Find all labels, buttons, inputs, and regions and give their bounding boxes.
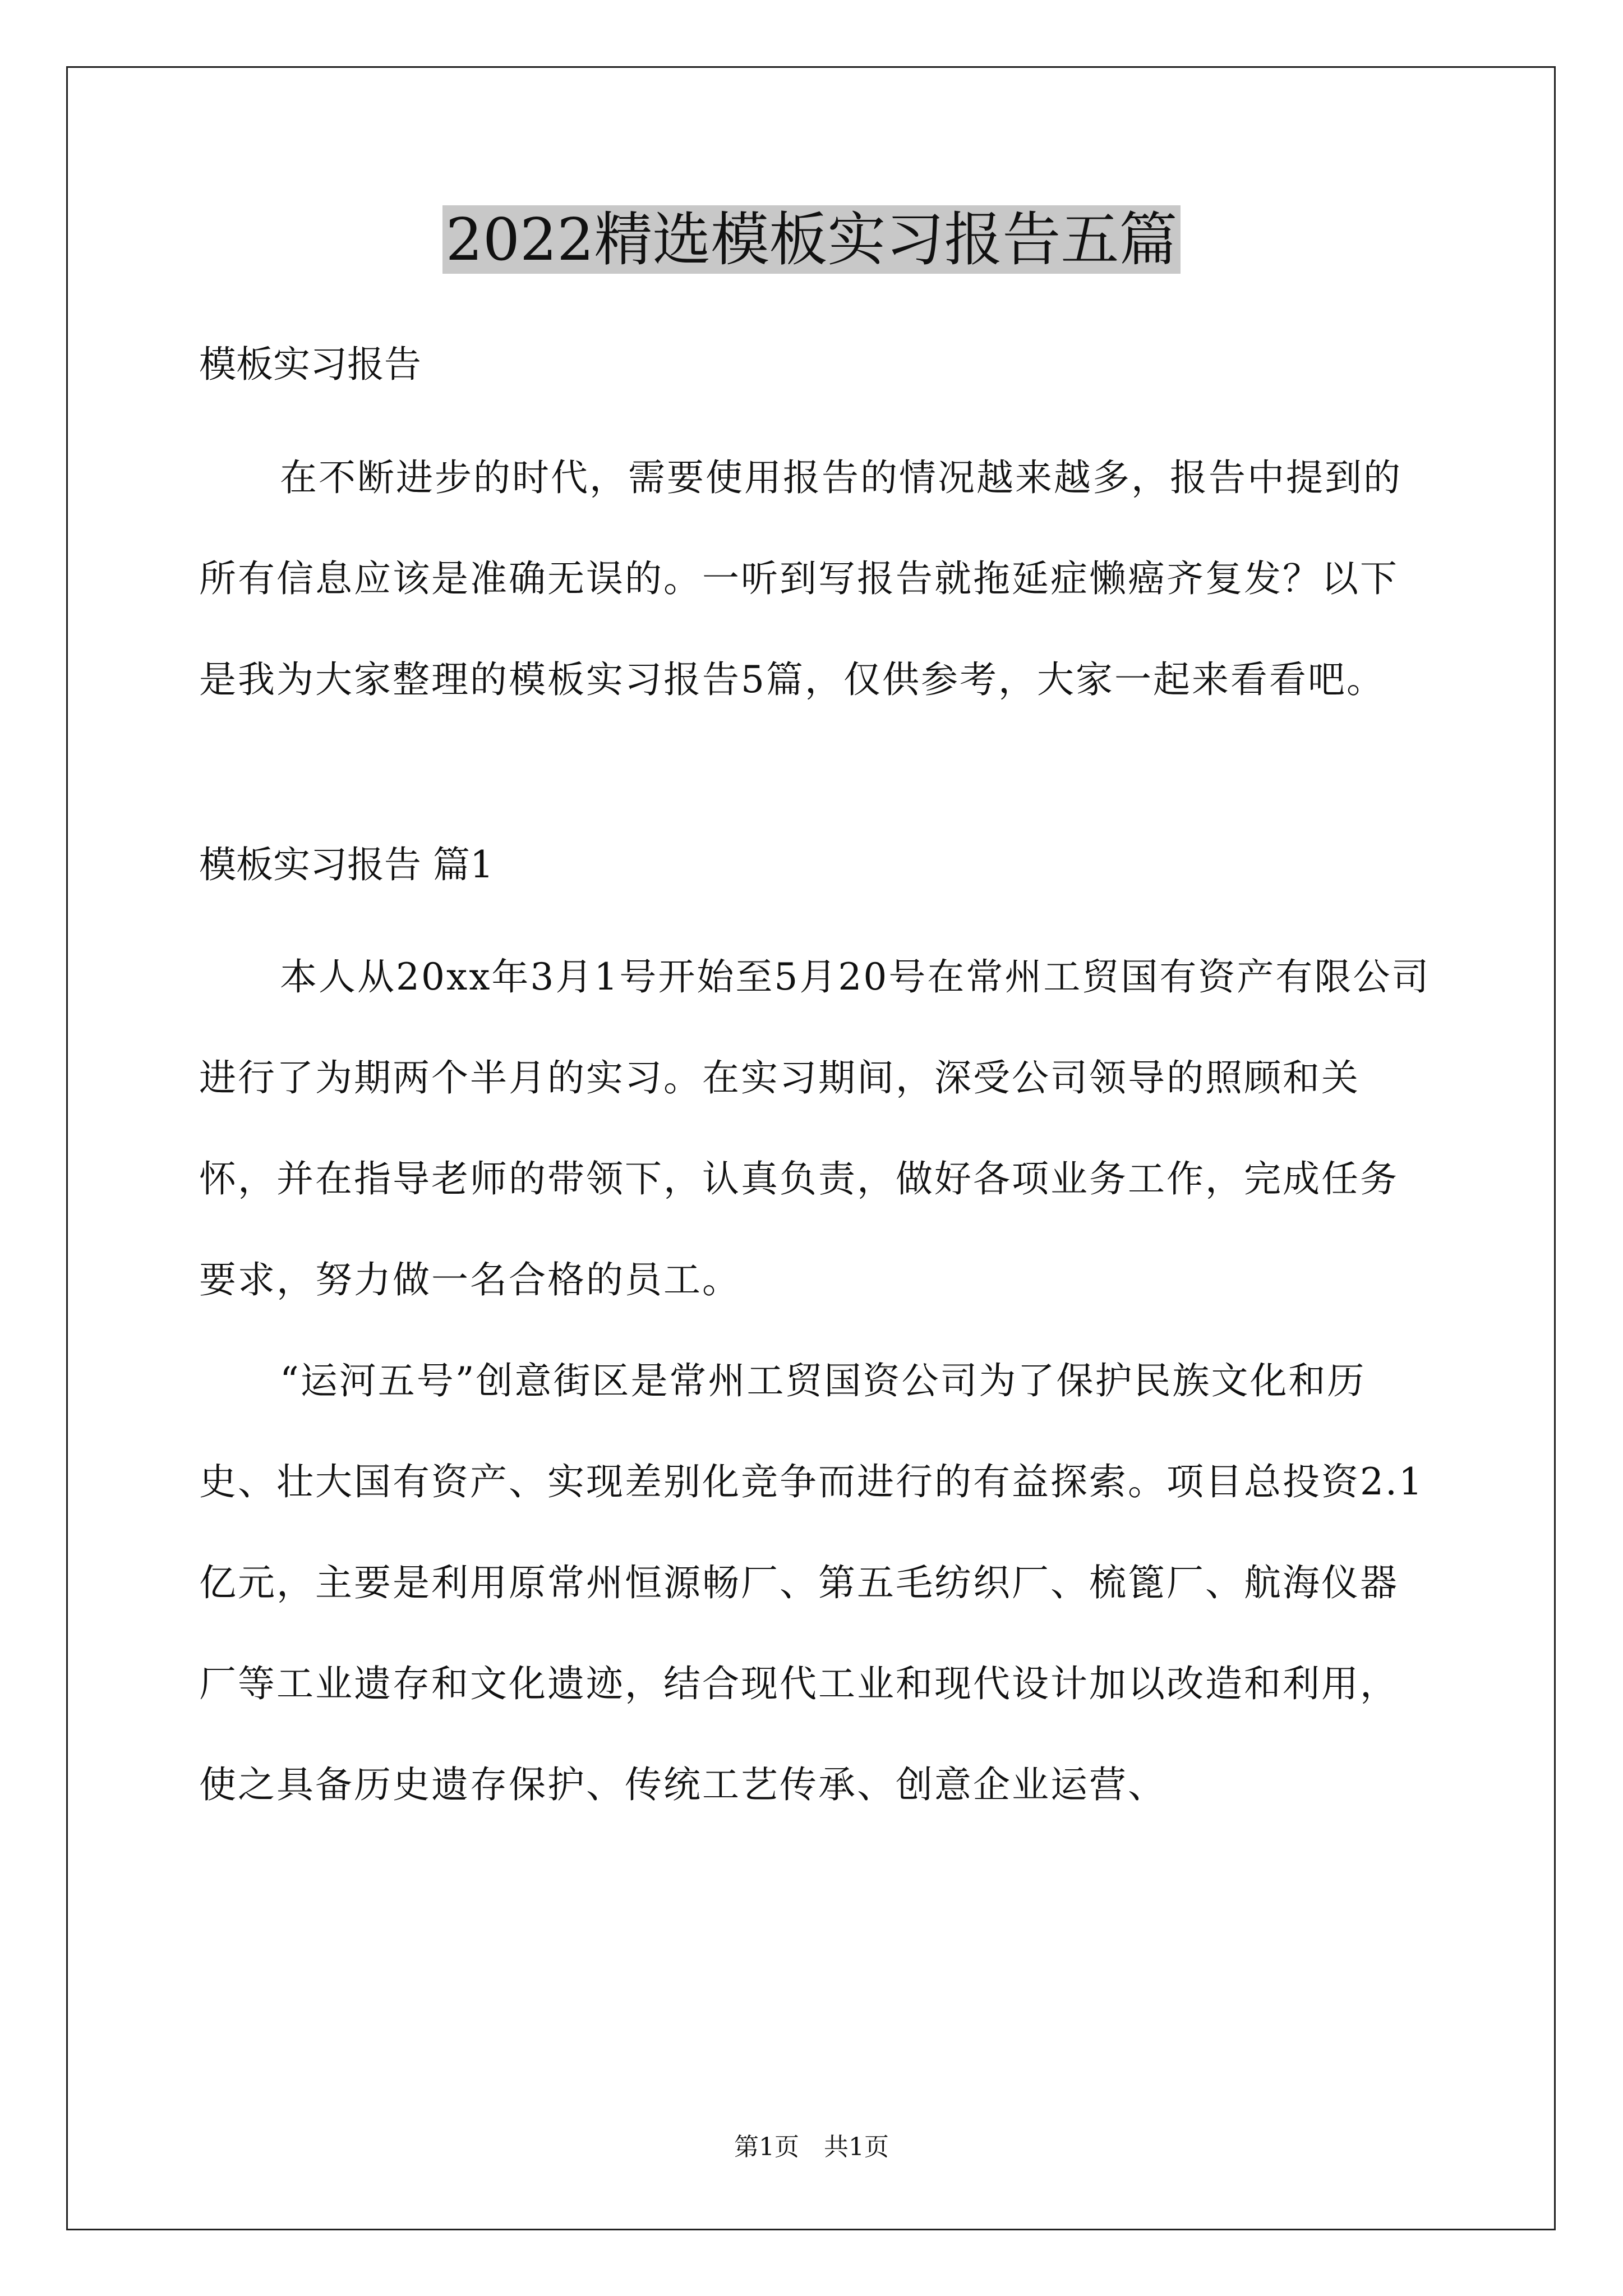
section1-paragraph-1: 本人从20xx年3月1号开始至5月20号在常州工贸国有资产有限公司进行了为期两个半月的实习。在实习期间，深受公司领导的照顾和关怀，并在指导老师的带领下，认真负责，做好各项业务工作，完成任务要求，努力做一名合格的员工。 [199, 955, 1431, 1301]
intro-paragraph: 在不断进步的时代，需要使用报告的情况越来越多，报告中提到的所有信息应该是准确无误的。一听到写报告就拖延症懒癌齐复发？以下是我为大家整理的模板实习报告5篇，仅供参考，大家一起来看看吧。 [199, 456, 1402, 701]
document-title-text: 2022精选模板实习报告五篇 [442, 205, 1181, 274]
section1-heading: 模板实习报告 篇1 [199, 843, 494, 886]
document-title [0, 197, 1623, 282]
section1-paragraph-2: “运河五号”创意街区是常州工贸国资公司为了保护民族文化和历史、壮大国有资产、实现差别化竞争而进行的有益探索。项目总投资2.1亿元，主要是利用原常州恒源畅厂、第五毛纺织厂、梳篦厂、航海仪器厂等工业遗存和文化遗迹，结合现代工业和现代设计加以改造和利用，使之具备历史遗存保护、传统工艺传承、创意企业运营、 [199, 1359, 1424, 1806]
intro-heading: 模板实习报告 [199, 343, 421, 386]
page-footer: 第1页 共1页 [734, 2133, 889, 2161]
document-body [199, 337, 1433, 1835]
